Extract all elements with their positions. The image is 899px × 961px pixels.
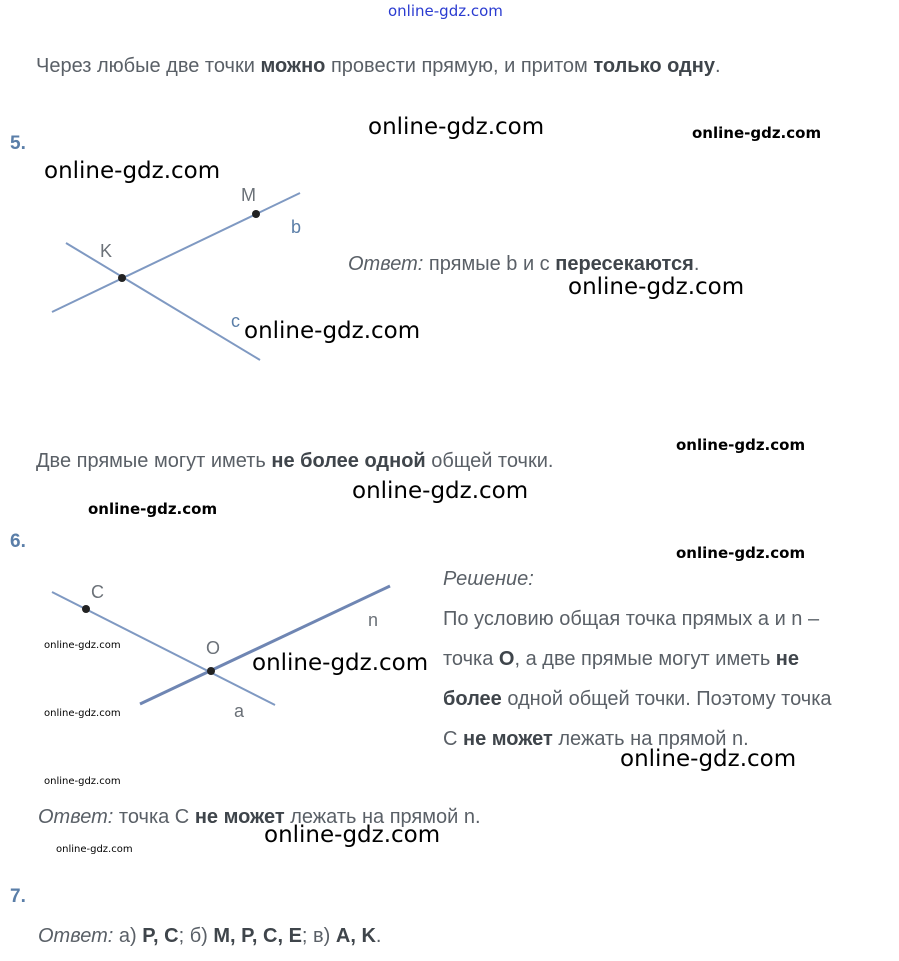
task-5-answer <box>348 253 699 276</box>
solution-text-3: одной общей точки. Поэтому точка <box>501 688 832 710</box>
lines-text-2: общей точки. <box>425 450 554 472</box>
lines-paragraph <box>36 450 553 473</box>
point-c-dot <box>82 605 90 613</box>
watermark: online-gdz.com <box>620 746 797 772</box>
watermark: online-gdz.com <box>44 708 121 719</box>
task-6-answer-bold: не может <box>194 806 285 828</box>
watermark: online-gdz.com <box>676 544 806 562</box>
line-b <box>52 193 300 312</box>
line-n-label: n <box>368 610 379 630</box>
axiom-text-3: . <box>714 55 721 77</box>
solution-line-1: По условию общая точка прямых а и n – <box>443 608 820 630</box>
solution-bold-2a: О <box>498 648 515 670</box>
solution-label: Решение: <box>443 568 534 590</box>
task-7-a-value: P, C <box>142 925 179 947</box>
lines-text-1: Две прямые могут иметь <box>36 450 272 472</box>
point-k-dot <box>118 274 126 282</box>
task-6-number: 6. <box>10 531 26 552</box>
watermark: online-gdz.com <box>44 158 221 184</box>
watermark: online-gdz.com <box>692 124 822 142</box>
watermark: online-gdz.com <box>676 436 806 454</box>
point-o-label: O <box>206 638 221 658</box>
line-b-label: b <box>291 217 302 237</box>
lines-bold: не более одной <box>271 450 426 472</box>
axiom-text-1: Через любые две точки <box>36 55 261 77</box>
watermark: online-gdz.com <box>44 776 121 787</box>
watermark: online-gdz.com <box>352 478 529 504</box>
watermark: online-gdz.com <box>368 114 545 140</box>
watermark: online-gdz.com <box>244 318 421 344</box>
answer-label: Ответ: <box>38 925 114 947</box>
watermark: online-gdz.com <box>56 844 133 855</box>
task-7-b-label: ; б) <box>178 925 214 947</box>
line-n <box>140 586 390 704</box>
solution-text-2a: точка <box>443 648 499 670</box>
task-6-answer-text-1: точка С <box>113 806 195 828</box>
task-7-c-value: A, K <box>335 925 376 947</box>
watermark: online-gdz.com <box>252 650 429 676</box>
task-6-answer-text-2: лежать на прямой n. <box>284 806 481 828</box>
task-7-number: 7. <box>10 886 26 907</box>
task-5-answer-text: прямые b и с <box>423 253 556 275</box>
task-5-number: 5. <box>10 133 26 154</box>
solution-bold-3: более <box>443 688 502 710</box>
solution-bold-4: не может <box>463 728 553 750</box>
watermark-top: online-gdz.com <box>388 2 503 20</box>
task-7-b-value: M, P, C, E <box>213 925 302 947</box>
solution-line-2 <box>443 648 799 671</box>
solution-bold-2b: не <box>775 648 799 670</box>
task-7-answer <box>38 925 381 948</box>
task-5-answer-end: . <box>693 253 700 275</box>
point-c-label: C <box>91 582 104 602</box>
solution-text-2b: , а две прямые могут иметь <box>514 648 776 670</box>
watermark: online-gdz.com <box>88 500 218 518</box>
point-o-dot <box>207 667 215 675</box>
task-5-answer-bold: пересекаются <box>555 253 694 275</box>
solution-text-4b: лежать на прямой n. <box>552 728 749 750</box>
point-k-label: K <box>100 241 113 261</box>
line-c-label: c <box>231 311 240 331</box>
solution-line-3 <box>443 688 832 711</box>
axiom-bold-1: можно <box>260 55 326 77</box>
task-7-c-label: ; в) <box>301 925 336 947</box>
axiom-bold-2: только одну <box>593 55 715 77</box>
watermark: online-gdz.com <box>44 640 121 651</box>
point-m-dot <box>252 210 260 218</box>
task-7-end: . <box>375 925 382 947</box>
task-7-a-label: а) <box>113 925 143 947</box>
point-m-label: M <box>241 185 256 205</box>
line-a-label: a <box>234 701 245 721</box>
axiom-text-2: провести прямую, и притом <box>325 55 594 77</box>
watermark: online-gdz.com <box>264 822 441 848</box>
answer-label: Ответ: <box>38 806 114 828</box>
watermark: online-gdz.com <box>568 274 745 300</box>
solution-text-4a: С <box>443 728 463 750</box>
line-c <box>66 243 260 360</box>
answer-label: Ответ: <box>348 253 424 275</box>
